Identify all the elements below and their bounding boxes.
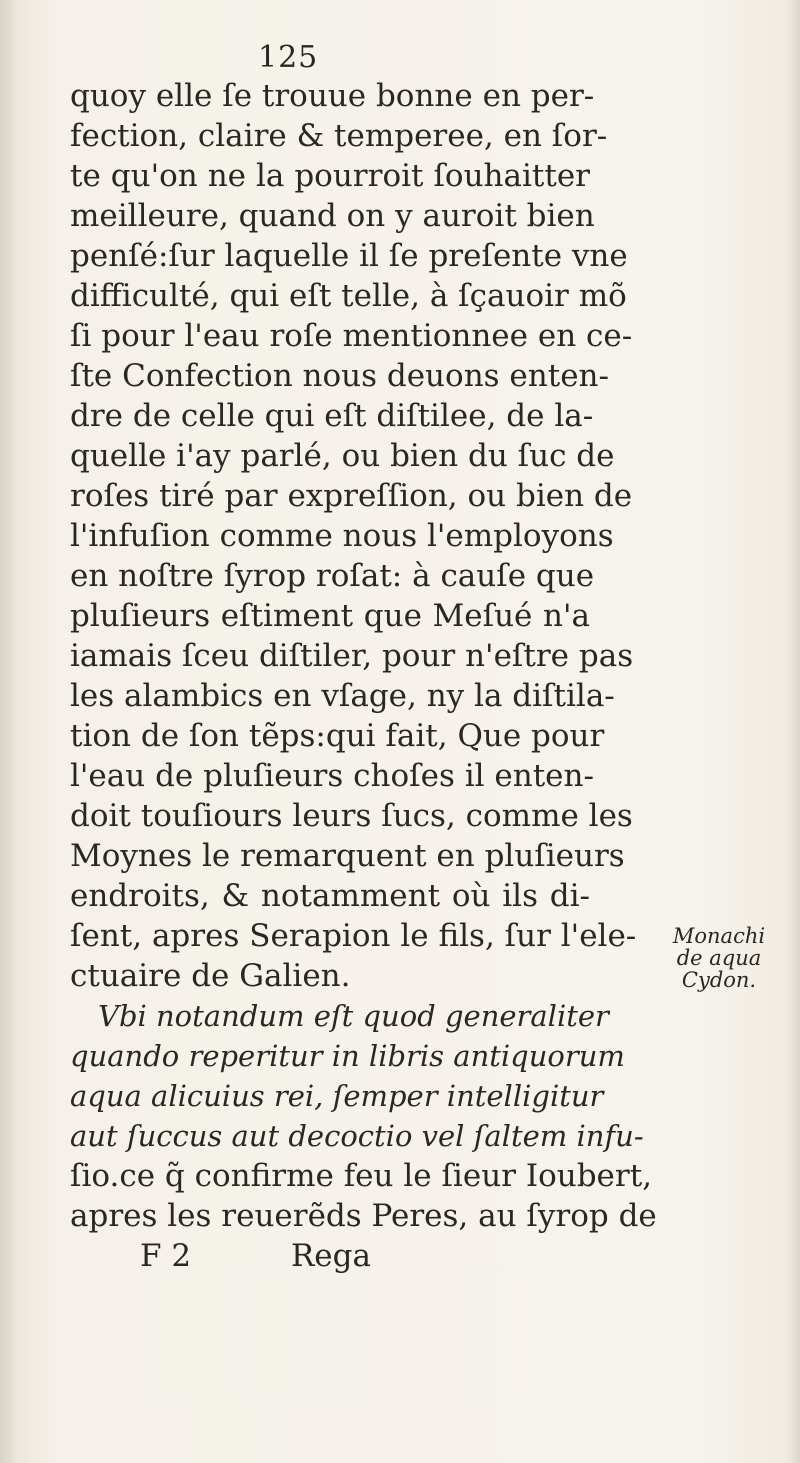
text-line: l'infuſion comme nous l'employons: [70, 518, 614, 554]
page-right-edge: [786, 0, 800, 1463]
text-line: penſé:ſur laquelle il ſe preſente vne: [70, 238, 628, 274]
signature-mark: F 2: [140, 1238, 192, 1274]
margin-note: [654, 925, 784, 991]
text-line: en noſtre ſyrop roſat: à cauſe que: [70, 558, 595, 594]
text-line: quelle i'ay parlé, ou bien du ſuc de: [70, 438, 615, 474]
text-line: iamais ſceu diſtiler, pour n'eſtre pas: [70, 638, 634, 674]
text-line: dre de celle qui eſt diſtilee, de la-: [70, 398, 594, 434]
margin-note-line: Monachi: [672, 924, 766, 948]
page-left-edge: [0, 0, 20, 1463]
text-line: quoy elle ſe trouue bonne en per-: [70, 78, 595, 114]
text-line: doit touſiours leurs ſucs, comme les: [70, 798, 633, 834]
latin-quote-line: quando reperitur in libris antiquorum: [70, 1039, 625, 1073]
signature-line: [70, 1236, 590, 1276]
text-line: meilleure, quand on y auroit bien: [70, 198, 595, 234]
text-line: Moynes le remarquent en pluſieurs: [70, 838, 625, 874]
text-line: ctuaire de Galien.: [70, 958, 351, 994]
body-text: [70, 76, 657, 1276]
page-number: 125: [258, 40, 319, 75]
catchword: Rega: [290, 1238, 371, 1274]
text-line: endroits, & notamment où ils di-: [70, 878, 590, 914]
latin-quote-line: Vbi notandum eſt quod generaliter: [98, 999, 609, 1033]
latin-quote-line: aqua alicuius rei, ſemper intelligitur: [70, 1079, 604, 1113]
text-line: tion de ſon tẽps:qui fait, Que pour: [70, 718, 605, 754]
text-line: ſio.ce q̃ confirme feu le ſieur Ioubert,: [70, 1158, 653, 1194]
latin-quote-line: aut ſuccus aut decoctio vel ſaltem infu-: [70, 1119, 644, 1153]
text-line: apres les reuerẽds Peres, au ſyrop de: [70, 1198, 657, 1234]
text-line: les alambics en vſage, ny la diſtila-: [70, 678, 615, 714]
margin-note-line: de aqua: [676, 946, 762, 970]
text-line: ſi pour l'eau roſe mentionnee en ce-: [70, 318, 633, 354]
text-line: ſent, apres Serapion le fils, ſur l'ele-: [70, 918, 637, 954]
margin-note-line: Cydon.: [681, 968, 757, 992]
text-line: fection, claire & temperee, en ſor-: [70, 118, 608, 154]
text-line: roſes tiré par expreſſion, ou bien de: [70, 478, 633, 514]
text-line: difficulté, qui eſt telle, à ſçauoir mõ: [70, 278, 627, 314]
text-line: te qu'on ne la pourroit ſouhaitter: [70, 158, 590, 194]
text-line: ſte Confection nous deuons enten-: [70, 358, 609, 394]
text-line: pluſieurs eſtiment que Meſué n'a: [70, 598, 590, 634]
text-line: l'eau de pluſieurs choſes il enten-: [70, 758, 594, 794]
